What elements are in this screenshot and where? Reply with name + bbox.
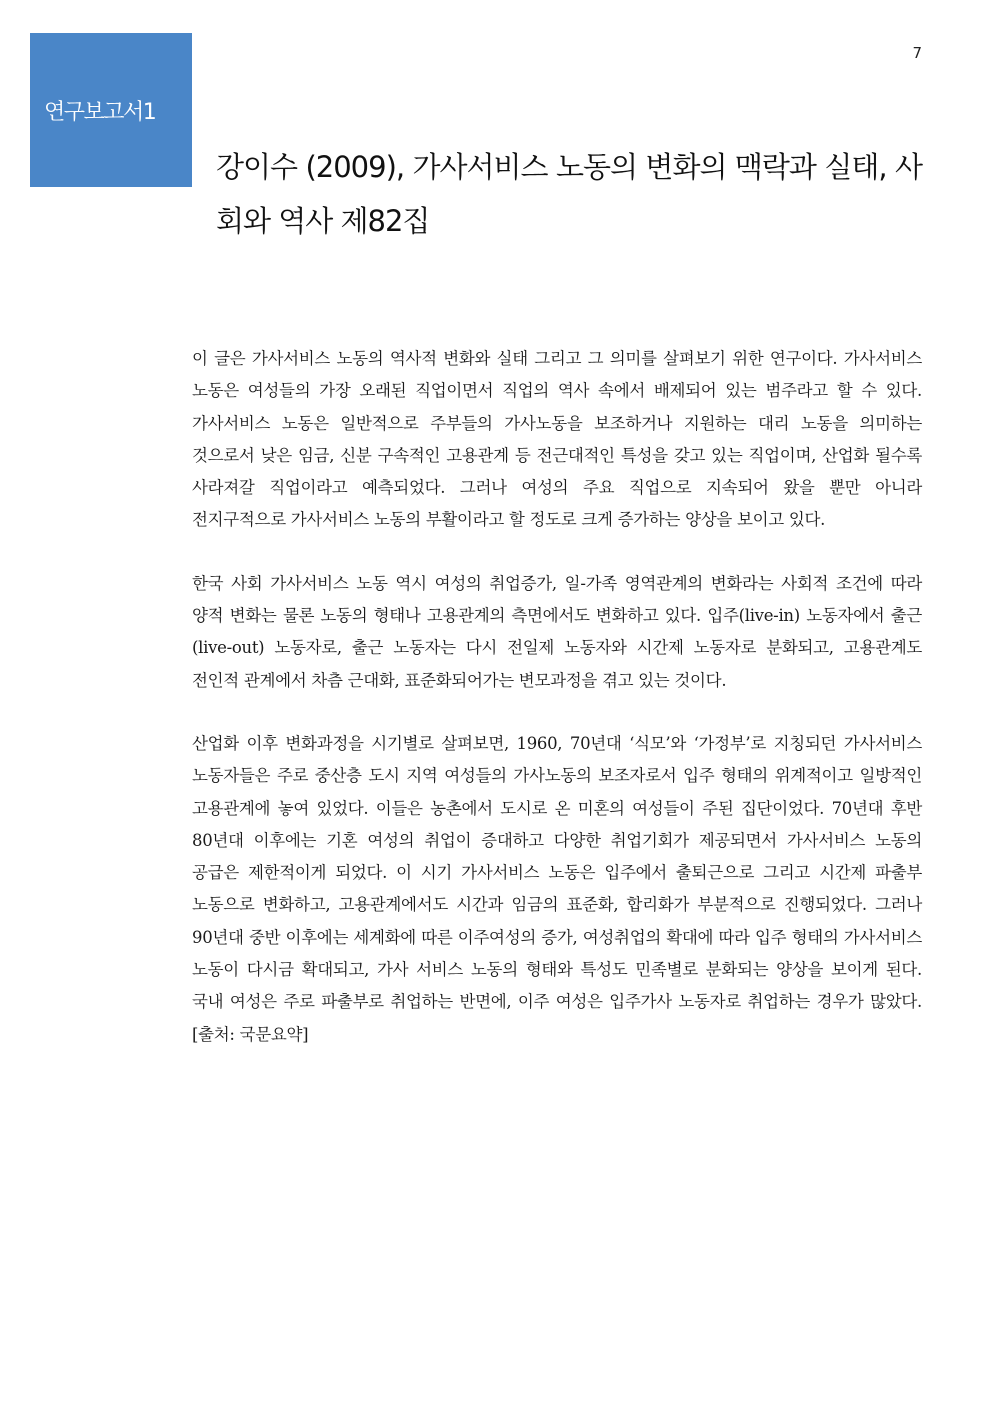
paragraph-1: 이 글은 가사서비스 노동의 역사적 변화와 실태 그리고 그 의미를 살펴보기 위한 연구이다. 가사서비스 노동은 여성들의 가장 오래된 직업이면서 직업의 역사 속에서 배제되어 있는 범주라고 할 수 있다. 가사서비스 노동은 일반적으로 주부들의 가사노동을 보조하거나 지원하는 대리 노동을 의미하는 것으로서 낮은 임금, 신분 구속적인 고용관계 등 전근대적인 특성을 갖고 있는 직업이며, 산업화 될수록 사라져갈 직업이라고 예측되었다. 그러나 여성의 주요 직업으로 지속되어 왔을 뿐만 아니라 전지구적으로 가사서비스 노동의 부활이라고 할 정도로 크게 증가하는 양상을 보이고 있다.: [192, 349, 922, 530]
paragraph-2: 한국 사회 가사서비스 노동 역시 여성의 취업증가, 일-가족 영역관계의 변화라는 사회적 조건에 따라 양적 변화는 물론 노동의 형태나 고용관계의 측면에서도 변화하고 있다. 입주(live-in) 노동자에서 출근(live-out) 노동자로, 출근 노동자는 다시 전일제 노동자와 시간제 노동자로 분화되고, 고용관계도 전인적 관계에서 차츰 근대화, 표준화되어가는 변모과정을 겪고 있는 것이다.: [192, 573, 922, 690]
paragraph-3: 산업화 이후 변화과정을 시기별로 살펴보면, 1960, 70년대 ‘식모’와 ‘가정부’로 지칭되던 가사서비스 노동자들은 주로 중산층 도시 지역 여성들의 가사노동의 보조자로서 입주 형태의 위계적이고 일방적인 고용관계에 놓여 있었다. 이들은 농촌에서 도시로 온 미혼의 여성들이 주된 집단이었다. 70년대 후반 80년대 이후에는 기혼 여성의 취업이 증대하고 다양한 취업기회가 제공되면서 가사서비스 노동의 공급은 제한적이게 되었다. 이 시기 가사서비스 노동은 입주에서 출퇴근으로 그리고 시간제 파출부 노동으로 변화하고, 고용관계에서도 시간과 임금의 표준화, 합리화가 부분적으로 진행되었다. 그러나 90년대 중반 이후에는 세계화에 따른 이주여성의 증가, 여성취업의 확대에 따라 입주 형태의 가사서비스 노동이 다시금 확대되고, 가사 서비스 노동의 형태와 특성도 민족별로 분화되는 양상을 보이게 된다. 국내 여성은 주로 파출부로 취업하는 반면에, 이주 여성은 입주가사 노동자로 취업하는 경우가 많았다. [출처: 국문요약]: [192, 733, 922, 1044]
section-tab-label: 연구보고서1: [44, 100, 156, 125]
section-tab: [30, 33, 192, 187]
body-text: [192, 343, 922, 1082]
report-title: 강이수 (2009), 가사서비스 노동의 변화의 맥락과 실태, 사회와 역사 제82집: [216, 150, 922, 238]
page-number: 7: [912, 44, 922, 62]
